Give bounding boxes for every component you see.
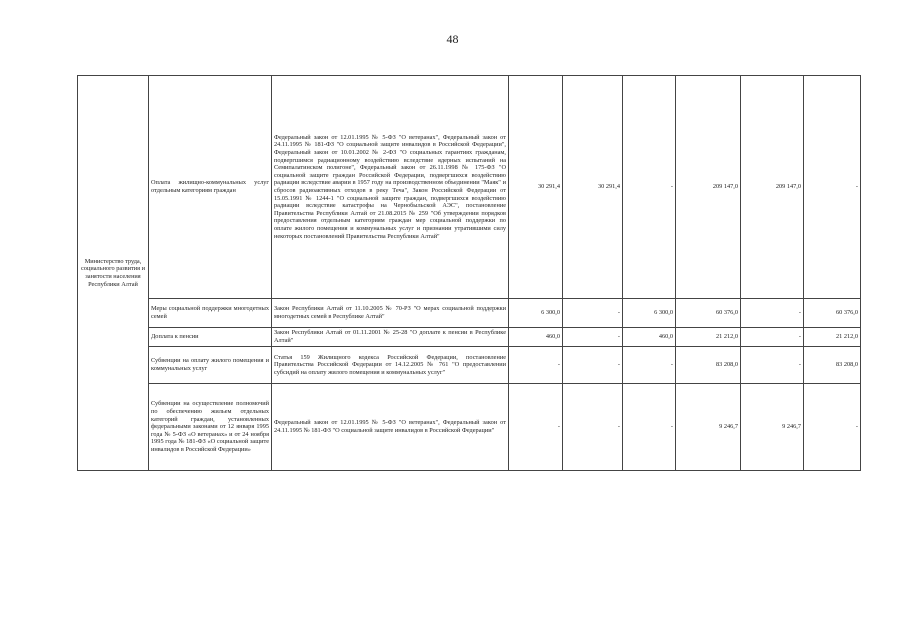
value-cell: - — [804, 76, 861, 299]
value-cell: 460,0 — [623, 328, 676, 347]
expense-cell: Субвенции на осуществление полномочий по обеспечению жильем отдельных категорий граждан, установленных федеральными законами от 12 января 1995 года № 5-ФЗ «О ветеранах» и от 24 ноября 1995 года № 181-ФЗ «О социальной защите инвалидов в Российской Федерации» — [149, 384, 272, 471]
value-cell: 6 300,0 — [509, 299, 563, 328]
value-cell: - — [623, 384, 676, 471]
value-cell: 60 376,0 — [804, 299, 861, 328]
value-cell: 21 212,0 — [804, 328, 861, 347]
value-cell: 9 246,7 — [676, 384, 741, 471]
table-row — [78, 76, 861, 299]
value-cell: 209 147,0 — [741, 76, 804, 299]
value-cell: 460,0 — [509, 328, 563, 347]
value-cell: - — [741, 299, 804, 328]
value-cell: - — [563, 328, 623, 347]
value-cell: - — [623, 347, 676, 384]
expense-cell: Меры социальной поддержки многодетных семей — [149, 299, 272, 328]
ministry-cell: Министерство труда, социального развития и занятости населения Республики Алтай — [78, 76, 149, 471]
legal-basis-cell: Федеральный закон от 12.01.1995 № 5-ФЗ "О ветеранах", Федеральный закон от 24.11.1995 № 181-ФЗ "О социальной защите инвалидов в Российской Федерации", Федеральный закон от 10.01.2002 № 2-ФЗ "О социальных гарантиях гражданам, подвергшимся радиационному воздействию вследствие ядерных испытаний на Семипалатинском полигоне", Федеральный закон от 26.11.1998 № 175-ФЗ "О социальной защите граждан Российской Федерации, подвергшихся воздействию радиации вследствие аварии в 1957 году на производственном объединении "Маяк" и сбросов радиоактивных отходов в реку Теча", Закон Российской Федерации от 15.05.1991 № 1244-1 "О социальной защите граждан, подвергшихся воздействию радиации вследствие катастрофы на Чернобыльской АЭС", постановление Правительства Республики Алтай от 21.08.2015 № 259 "Об утверждении порядков предоставления отдельным категориям граждан мер социальной поддержки по оплате жилого помещения и коммунальных услуг и признании утратившими силу некоторых постановлений Правительства Республики Алтай" — [272, 76, 509, 299]
value-cell: 9 246,7 — [741, 384, 804, 471]
table-row — [78, 328, 861, 347]
expense-cell: Субвенции на оплату жилого помещения и коммунальных услуг — [149, 347, 272, 384]
legal-basis-cell: Статья 159 Жилищного кодекса Российской Федерации, постановление Правительства Российской Федерации от 14.12.2005 № 761 "О предоставлении субсидий на оплату жилого помещения и коммунальных услуг" — [272, 347, 509, 384]
value-cell: 83 208,0 — [804, 347, 861, 384]
table-row — [78, 384, 861, 471]
value-cell: 30 291,4 — [563, 76, 623, 299]
value-cell: 209 147,0 — [676, 76, 741, 299]
value-cell: - — [741, 347, 804, 384]
expense-cell: Доплата к пенсии — [149, 328, 272, 347]
value-cell: 6 300,0 — [623, 299, 676, 328]
value-cell: - — [563, 299, 623, 328]
value-cell: - — [563, 347, 623, 384]
table-row — [78, 347, 861, 384]
legal-basis-cell: Закон Республики Алтай от 11.10.2005 № 70-РЗ "О мерах социальной поддержки многодетных семей в Республике Алтай" — [272, 299, 509, 328]
page-number: 48 — [446, 32, 459, 46]
value-cell: - — [563, 384, 623, 471]
table-row — [78, 299, 861, 328]
budget-table — [77, 75, 861, 471]
value-cell: - — [804, 384, 861, 471]
value-cell: - — [509, 384, 563, 471]
value-cell: 30 291,4 — [509, 76, 563, 299]
value-cell: 60 376,0 — [676, 299, 741, 328]
legal-basis-cell: Закон Республики Алтай от 01.11.2001 № 25-28 "О доплате к пенсии в Республике Алтай" — [272, 328, 509, 347]
value-cell: - — [623, 76, 676, 299]
value-cell: 83 208,0 — [676, 347, 741, 384]
value-cell: 21 212,0 — [676, 328, 741, 347]
expense-cell: Оплата жилищно-коммунальных услуг отдельным категориям граждан — [149, 76, 272, 299]
value-cell: - — [509, 347, 563, 384]
legal-basis-cell: Федеральный закон от 12.01.1995 № 5-ФЗ "О ветеранах", Федеральный закон от 24.11.1995 № 181-ФЗ "О социальной защите инвалидов в Российской Федерации" — [272, 384, 509, 471]
value-cell: - — [741, 328, 804, 347]
